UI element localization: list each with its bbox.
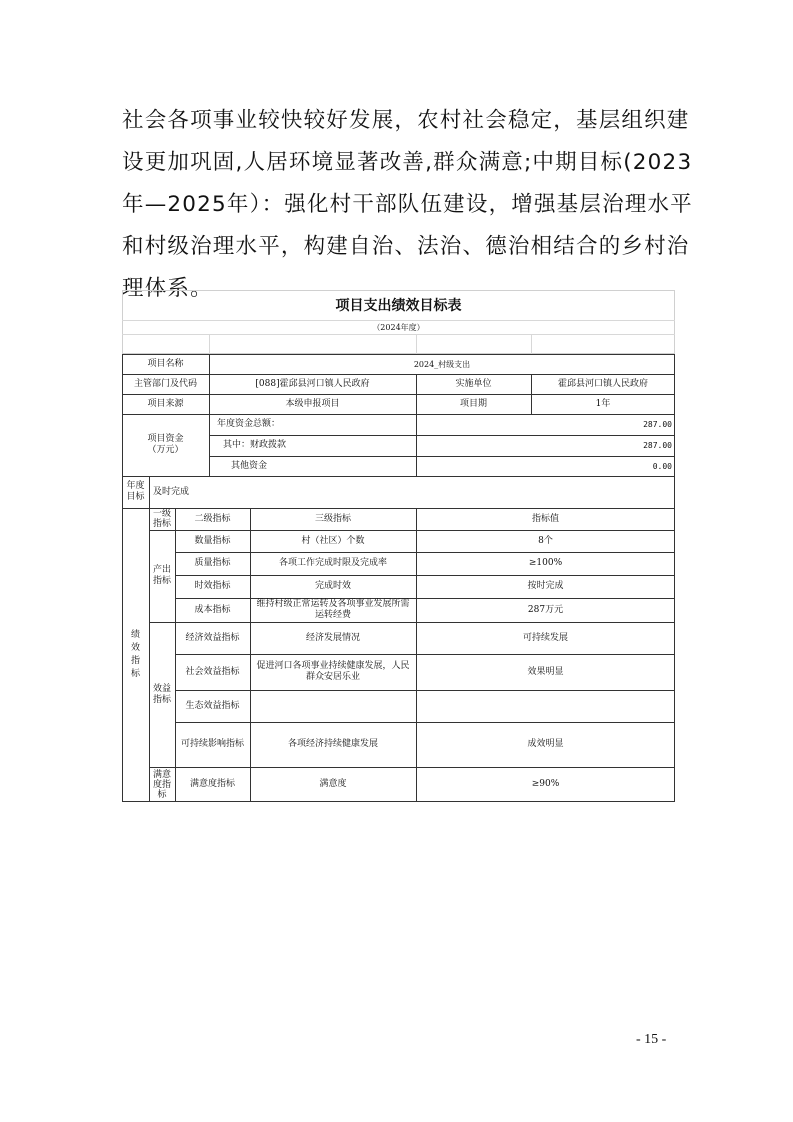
- level2-cell: 质量指标: [194, 558, 231, 568]
- annual-goal-label-line: 目标: [126, 492, 145, 502]
- level3-cell: [250, 690, 416, 722]
- project-name-label: 项目名称: [147, 358, 184, 369]
- level2-header: 二级指标: [194, 513, 231, 524]
- level2-cell: 满意度指标: [189, 779, 235, 789]
- value-cell: 效果明显: [527, 666, 564, 677]
- project-name-value: 2024_村级支出: [413, 359, 471, 369]
- level3-cell: 经济发展情况: [305, 632, 360, 643]
- funds-label-line: 项目资金: [147, 434, 184, 444]
- grid-line: [122, 334, 675, 335]
- level3-cell: 各项工作完成时限及完成率: [278, 558, 387, 568]
- period-value: 1年: [595, 398, 611, 409]
- benefit-label-line: 效益: [152, 683, 171, 694]
- level3-cell: 促进河口各项事业持续健康发展，人民群众安居乐业: [256, 661, 410, 682]
- source-label: 项目来源: [147, 398, 184, 409]
- output-indicator-label: [149, 530, 175, 622]
- performance-goal-table: [122, 290, 675, 802]
- paragraph-line: 理体系。: [122, 276, 213, 301]
- impl-label: 实施单位: [455, 378, 492, 389]
- satisfaction-indicator-label: 满意 度指 标: [152, 769, 171, 800]
- period-label: 项目期: [459, 398, 487, 409]
- annual-goal-value: 及时完成: [153, 486, 190, 497]
- paragraph-line: 设更加巩固,人居环境显著改善,群众满意;中期目标(2023: [122, 150, 693, 175]
- level2-cell: 经济效益指标: [185, 632, 240, 643]
- paragraph-line: 年—2025年）：强化村干部队伍建设，增强基层治理水平: [122, 192, 693, 217]
- value-cell: 成效明显: [527, 739, 564, 749]
- value-cell: 可持续发展: [522, 632, 568, 643]
- level3-cell: 完成时效: [314, 581, 351, 591]
- value-cell: 按时完成: [527, 581, 564, 591]
- funds-fiscal-value: 287.00: [643, 441, 672, 450]
- annual-goal-label: [122, 476, 149, 508]
- source-value: 本级申报项目: [285, 398, 340, 409]
- value-cell: ≥90%: [531, 779, 560, 789]
- level3-cell: 满意度: [319, 779, 347, 789]
- benefit-indicator-label: [149, 622, 175, 767]
- funds-label: [122, 414, 209, 476]
- grid-line: [416, 334, 417, 354]
- value-cell: 8个: [538, 535, 553, 546]
- level3-cell: 维持村级正常运转及各项事业发展所需运转经费: [256, 599, 410, 620]
- funds-other-label: 其他资金: [231, 460, 268, 471]
- grid-line: [209, 334, 210, 354]
- dept-label: 主管部门及代码: [133, 378, 197, 389]
- level2-cell: 时效指标: [194, 581, 231, 591]
- paragraph-line: 社会各项事业较快较好发展，农村社会稳定，基层组织建: [122, 108, 690, 133]
- page-number: - 15 -: [636, 1032, 667, 1047]
- level2-cell: 社会效益指标: [185, 666, 240, 677]
- grid-line: [531, 334, 532, 354]
- impl-value: 霍邱县河口镇人民政府: [557, 378, 648, 389]
- value-cell: ≥100%: [528, 558, 563, 568]
- level1-header: [149, 508, 175, 530]
- table-title: 项目支出绩效目标表: [335, 297, 462, 314]
- paragraph-line: 和村级治理水平，构建自治、法治、德治相结合的乡村治: [122, 234, 690, 259]
- output-label-line: 指标: [152, 576, 171, 586]
- level2-cell: 可持续影响指标: [180, 739, 244, 749]
- funds-total-value: 287.00: [643, 420, 672, 429]
- level2-cell: 生态效益指标: [185, 700, 240, 711]
- value-cell: 287万元: [527, 604, 564, 615]
- benefit-label-line: 指标: [152, 694, 171, 705]
- level2-cell: 数量指标: [194, 535, 231, 546]
- level3-cell: 村（社区）个数: [301, 535, 365, 546]
- value-cell: [416, 690, 675, 722]
- table-year: （2024年度）: [372, 323, 425, 332]
- perf-indicator-label: 绩 效 指 标: [130, 630, 140, 679]
- level3-cell: 各项经济持续健康发展: [287, 739, 378, 749]
- level3-header: 三级指标: [314, 513, 351, 524]
- body-paragraph: [122, 100, 693, 310]
- funds-total-label: 年度资金总额：: [217, 419, 281, 429]
- level2-cell: 成本指标: [194, 604, 231, 615]
- level1-header-line: 指标: [152, 519, 171, 529]
- annual-goal-label-line: 年度: [126, 481, 145, 491]
- value-header: 指标值: [531, 513, 559, 524]
- funds-other-value: 0.00: [652, 461, 672, 471]
- level1-header-line: 一级: [152, 509, 171, 519]
- dept-value: [088]霍邱县河口镇人民政府: [255, 378, 370, 389]
- funds-label-line: （万元）: [147, 445, 184, 455]
- output-label-line: 产出: [152, 565, 171, 575]
- funds-fiscal-label: 其中：财政拨款: [223, 440, 287, 450]
